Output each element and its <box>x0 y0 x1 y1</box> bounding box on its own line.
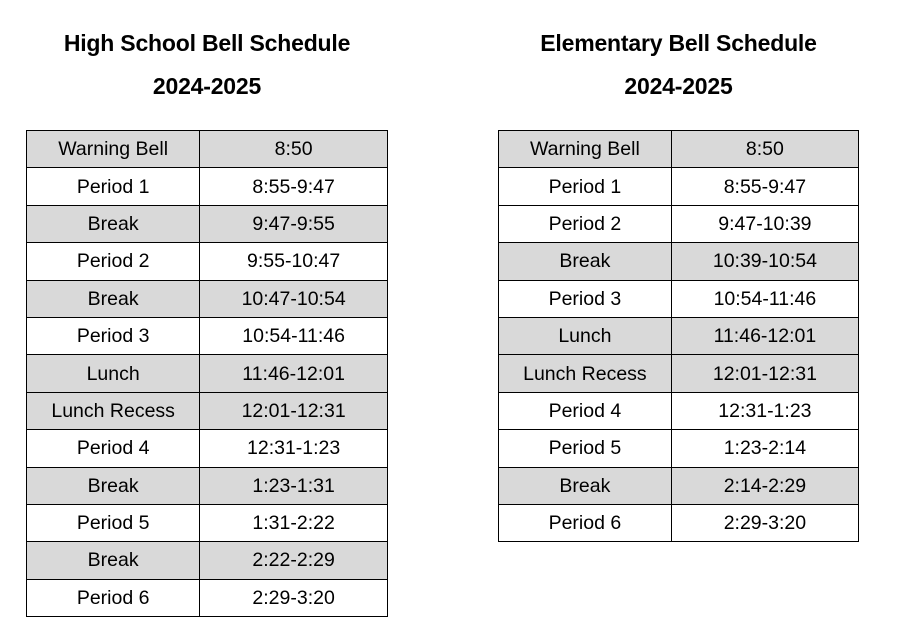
table-row <box>27 205 388 242</box>
schedule-event-time: 12:01-12:31 <box>671 355 858 392</box>
table-row <box>27 504 388 541</box>
high-school-schedule-table <box>26 130 388 617</box>
schedule-event-label: Break <box>27 280 200 317</box>
schedule-event-label: Period 5 <box>27 504 200 541</box>
schedule-event-time: 10:47-10:54 <box>200 280 388 317</box>
elementary-title-block <box>498 0 859 103</box>
elementary-schedule <box>498 0 859 542</box>
schedule-event-time: 12:31-1:23 <box>200 430 388 467</box>
elementary-schedule-table <box>498 130 859 542</box>
table-row <box>27 579 388 616</box>
schedule-event-time: 8:55-9:47 <box>200 168 388 205</box>
schedule-event-time: 1:23-2:14 <box>671 430 858 467</box>
table-row <box>27 243 388 280</box>
schedule-event-time: 11:46-12:01 <box>200 355 388 392</box>
schedule-event-time: 8:50 <box>671 131 858 168</box>
table-row <box>27 131 388 168</box>
high-school-schedule <box>26 0 388 617</box>
table-row <box>499 243 859 280</box>
schedule-event-label: Period 5 <box>499 430 672 467</box>
table-row <box>499 168 859 205</box>
schedule-event-label: Break <box>499 467 672 504</box>
schedule-event-time: 12:01-12:31 <box>200 392 388 429</box>
table-row <box>27 542 388 579</box>
schedule-event-label: Break <box>27 542 200 579</box>
schedule-event-time: 12:31-1:23 <box>671 392 858 429</box>
schedule-event-label: Break <box>499 243 672 280</box>
high-school-title-block <box>26 0 388 103</box>
schedule-event-time: 9:55-10:47 <box>200 243 388 280</box>
schedule-event-time: 10:54-11:46 <box>671 280 858 317</box>
high-school-title: High School Bell Schedule <box>63 30 351 56</box>
schedule-event-label: Period 3 <box>499 280 672 317</box>
schedule-event-time: 10:54-11:46 <box>200 317 388 354</box>
schedule-event-label: Period 3 <box>27 317 200 354</box>
table-row <box>27 280 388 317</box>
table-row <box>499 467 859 504</box>
schedule-event-time: 1:31-2:22 <box>200 504 388 541</box>
schedule-event-label: Lunch Recess <box>499 355 672 392</box>
schedule-event-label: Lunch <box>27 355 200 392</box>
table-row <box>499 355 859 392</box>
schedule-event-time: 2:29-3:20 <box>671 504 858 541</box>
schedule-event-label: Period 2 <box>27 243 200 280</box>
high-school-table-body <box>27 131 388 617</box>
table-row <box>499 430 859 467</box>
schedule-event-label: Period 1 <box>27 168 200 205</box>
schedule-event-label: Warning Bell <box>27 131 200 168</box>
elementary-table-body <box>499 131 859 542</box>
schedule-event-label: Period 4 <box>27 430 200 467</box>
schedule-event-label: Period 4 <box>499 392 672 429</box>
table-row <box>27 317 388 354</box>
schedule-event-label: Lunch <box>499 317 672 354</box>
table-row <box>27 467 388 504</box>
table-row <box>499 317 859 354</box>
table-row <box>499 504 859 541</box>
schedule-event-time: 2:29-3:20 <box>200 579 388 616</box>
elementary-school-year: 2024-2025 <box>624 73 733 99</box>
schedule-event-time: 2:22-2:29 <box>200 542 388 579</box>
schedule-event-label: Break <box>27 205 200 242</box>
schedule-event-label: Period 2 <box>499 205 672 242</box>
schedule-event-label: Lunch Recess <box>27 392 200 429</box>
schedule-event-label: Break <box>27 467 200 504</box>
schedule-event-time: 1:23-1:31 <box>200 467 388 504</box>
table-row <box>499 392 859 429</box>
high-school-school-year: 2024-2025 <box>152 73 262 99</box>
table-row <box>27 430 388 467</box>
schedule-event-time: 9:47-10:39 <box>671 205 858 242</box>
schedule-event-label: Period 6 <box>27 579 200 616</box>
schedule-event-label: Period 1 <box>499 168 672 205</box>
table-row <box>27 355 388 392</box>
schedule-event-time: 8:55-9:47 <box>671 168 858 205</box>
schedule-event-time: 9:47-9:55 <box>200 205 388 242</box>
schedule-event-time: 10:39-10:54 <box>671 243 858 280</box>
schedule-event-label: Period 6 <box>499 504 672 541</box>
table-row <box>27 168 388 205</box>
table-row <box>499 280 859 317</box>
elementary-title: Elementary Bell Schedule <box>540 30 817 56</box>
schedule-event-time: 11:46-12:01 <box>671 317 858 354</box>
table-row <box>499 131 859 168</box>
table-row <box>499 205 859 242</box>
schedule-event-time: 8:50 <box>200 131 388 168</box>
schedule-event-label: Warning Bell <box>499 131 672 168</box>
table-row <box>27 392 388 429</box>
schedule-event-time: 2:14-2:29 <box>671 467 858 504</box>
